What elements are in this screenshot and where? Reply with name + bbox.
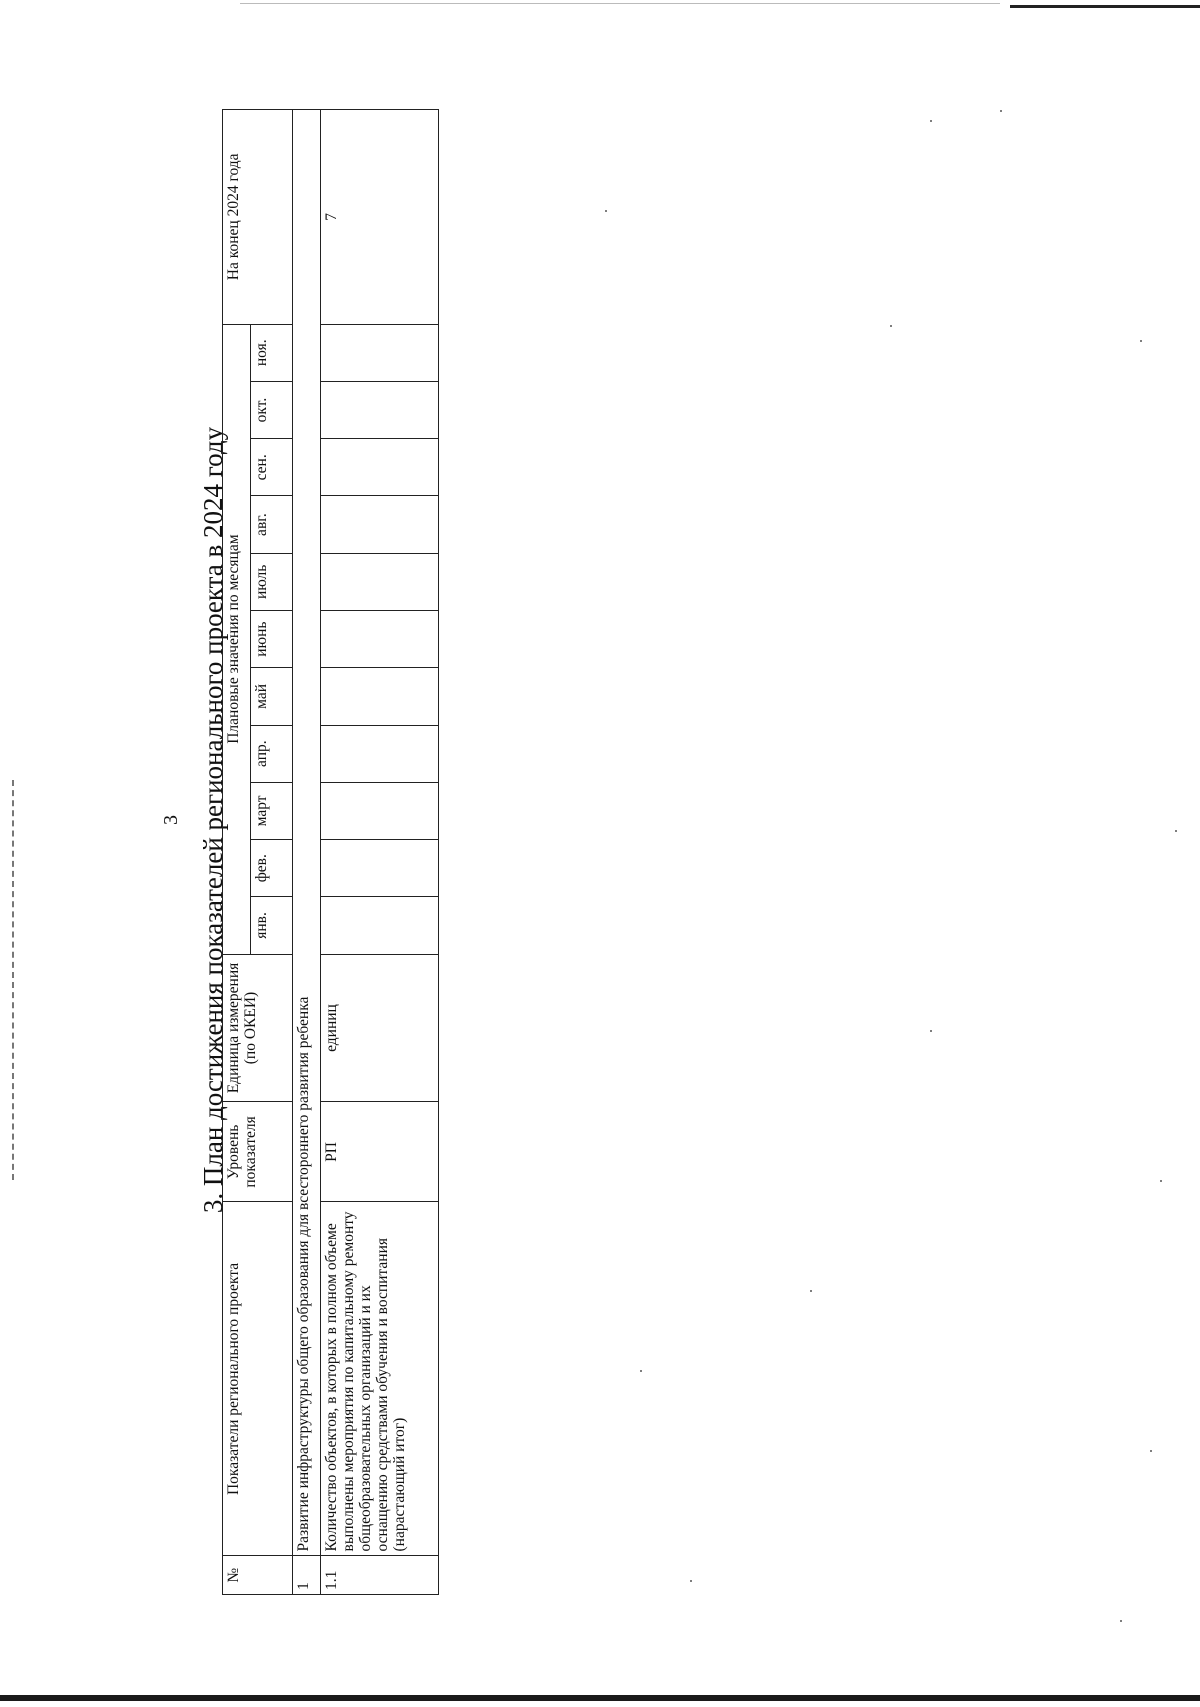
col-header-num: № <box>223 1556 293 1595</box>
scan-edge-left <box>12 780 15 1180</box>
indicator-row <box>321 110 439 1595</box>
row-value-jan <box>321 897 439 954</box>
row-num: 1.1 <box>321 1556 439 1595</box>
row-value-aug <box>321 496 439 553</box>
scan-speck <box>1120 1620 1122 1622</box>
row-value-sep <box>321 439 439 496</box>
row-unit: единиц <box>321 954 439 1102</box>
scan-edge-top-thin <box>240 3 1000 4</box>
month-jan: янв. <box>251 897 293 954</box>
section-row <box>293 110 321 1595</box>
row-value-jun <box>321 610 439 667</box>
month-oct: окт. <box>251 381 293 438</box>
month-mar: март <box>251 782 293 839</box>
row-level: РП <box>321 1102 439 1202</box>
scan-speck <box>930 1030 932 1032</box>
col-header-year-end: На конец 2024 года <box>223 110 293 325</box>
scan-edge-top <box>1010 5 1200 8</box>
row-value-mar <box>321 782 439 839</box>
scan-speck <box>1160 1180 1162 1182</box>
section-num: 1 <box>293 1556 321 1595</box>
row-value-nov <box>321 324 439 381</box>
col-header-level: Уровень показателя <box>223 1102 293 1202</box>
row-year-end-value: 7 <box>321 110 439 325</box>
col-header-planned: Плановые значения по месяцам <box>223 324 251 954</box>
section-title: Развитие инфраструктуры общего образования для всестороннего развития ребенка <box>293 110 321 1556</box>
scan-edge-bottom <box>0 1695 1200 1701</box>
col-header-indicators: Показатели регионального проекта <box>223 1202 293 1556</box>
indicators-table <box>222 109 439 1595</box>
scan-speck <box>1150 1450 1152 1452</box>
month-jun: июнь <box>251 610 293 667</box>
month-jul: июль <box>251 553 293 610</box>
header-row <box>223 110 251 1595</box>
page-number: 3 <box>160 815 182 825</box>
col-header-unit: Единица измерения (по ОКЕИ) <box>223 954 293 1102</box>
month-feb: фев. <box>251 840 293 897</box>
row-value-feb <box>321 840 439 897</box>
page-title: 3. План достижения показателей регионального проекта в 2024 году <box>198 426 228 1214</box>
month-aug: авг. <box>251 496 293 553</box>
row-value-oct <box>321 381 439 438</box>
row-value-jul <box>321 553 439 610</box>
month-sep: сен. <box>251 439 293 496</box>
row-value-apr <box>321 725 439 782</box>
month-nov: ноя. <box>251 324 293 381</box>
scan-speck <box>1140 340 1142 342</box>
scan-speck <box>810 1290 812 1292</box>
row-value-may <box>321 668 439 725</box>
month-may: май <box>251 668 293 725</box>
scan-speck <box>1175 830 1177 832</box>
month-apr: апр. <box>251 725 293 782</box>
scan-speck <box>890 325 892 327</box>
scan-speck <box>1000 110 1002 112</box>
scan-speck <box>930 120 932 122</box>
row-indicator: Количество объектов, в которых в полном объеме выполнены мероприятия по капитальному ремонту общеобразовательных организаций и их оснащению средствами обучения и воспитания (нарастающий итог) <box>321 1202 439 1556</box>
rotated-page <box>160 20 720 1620</box>
